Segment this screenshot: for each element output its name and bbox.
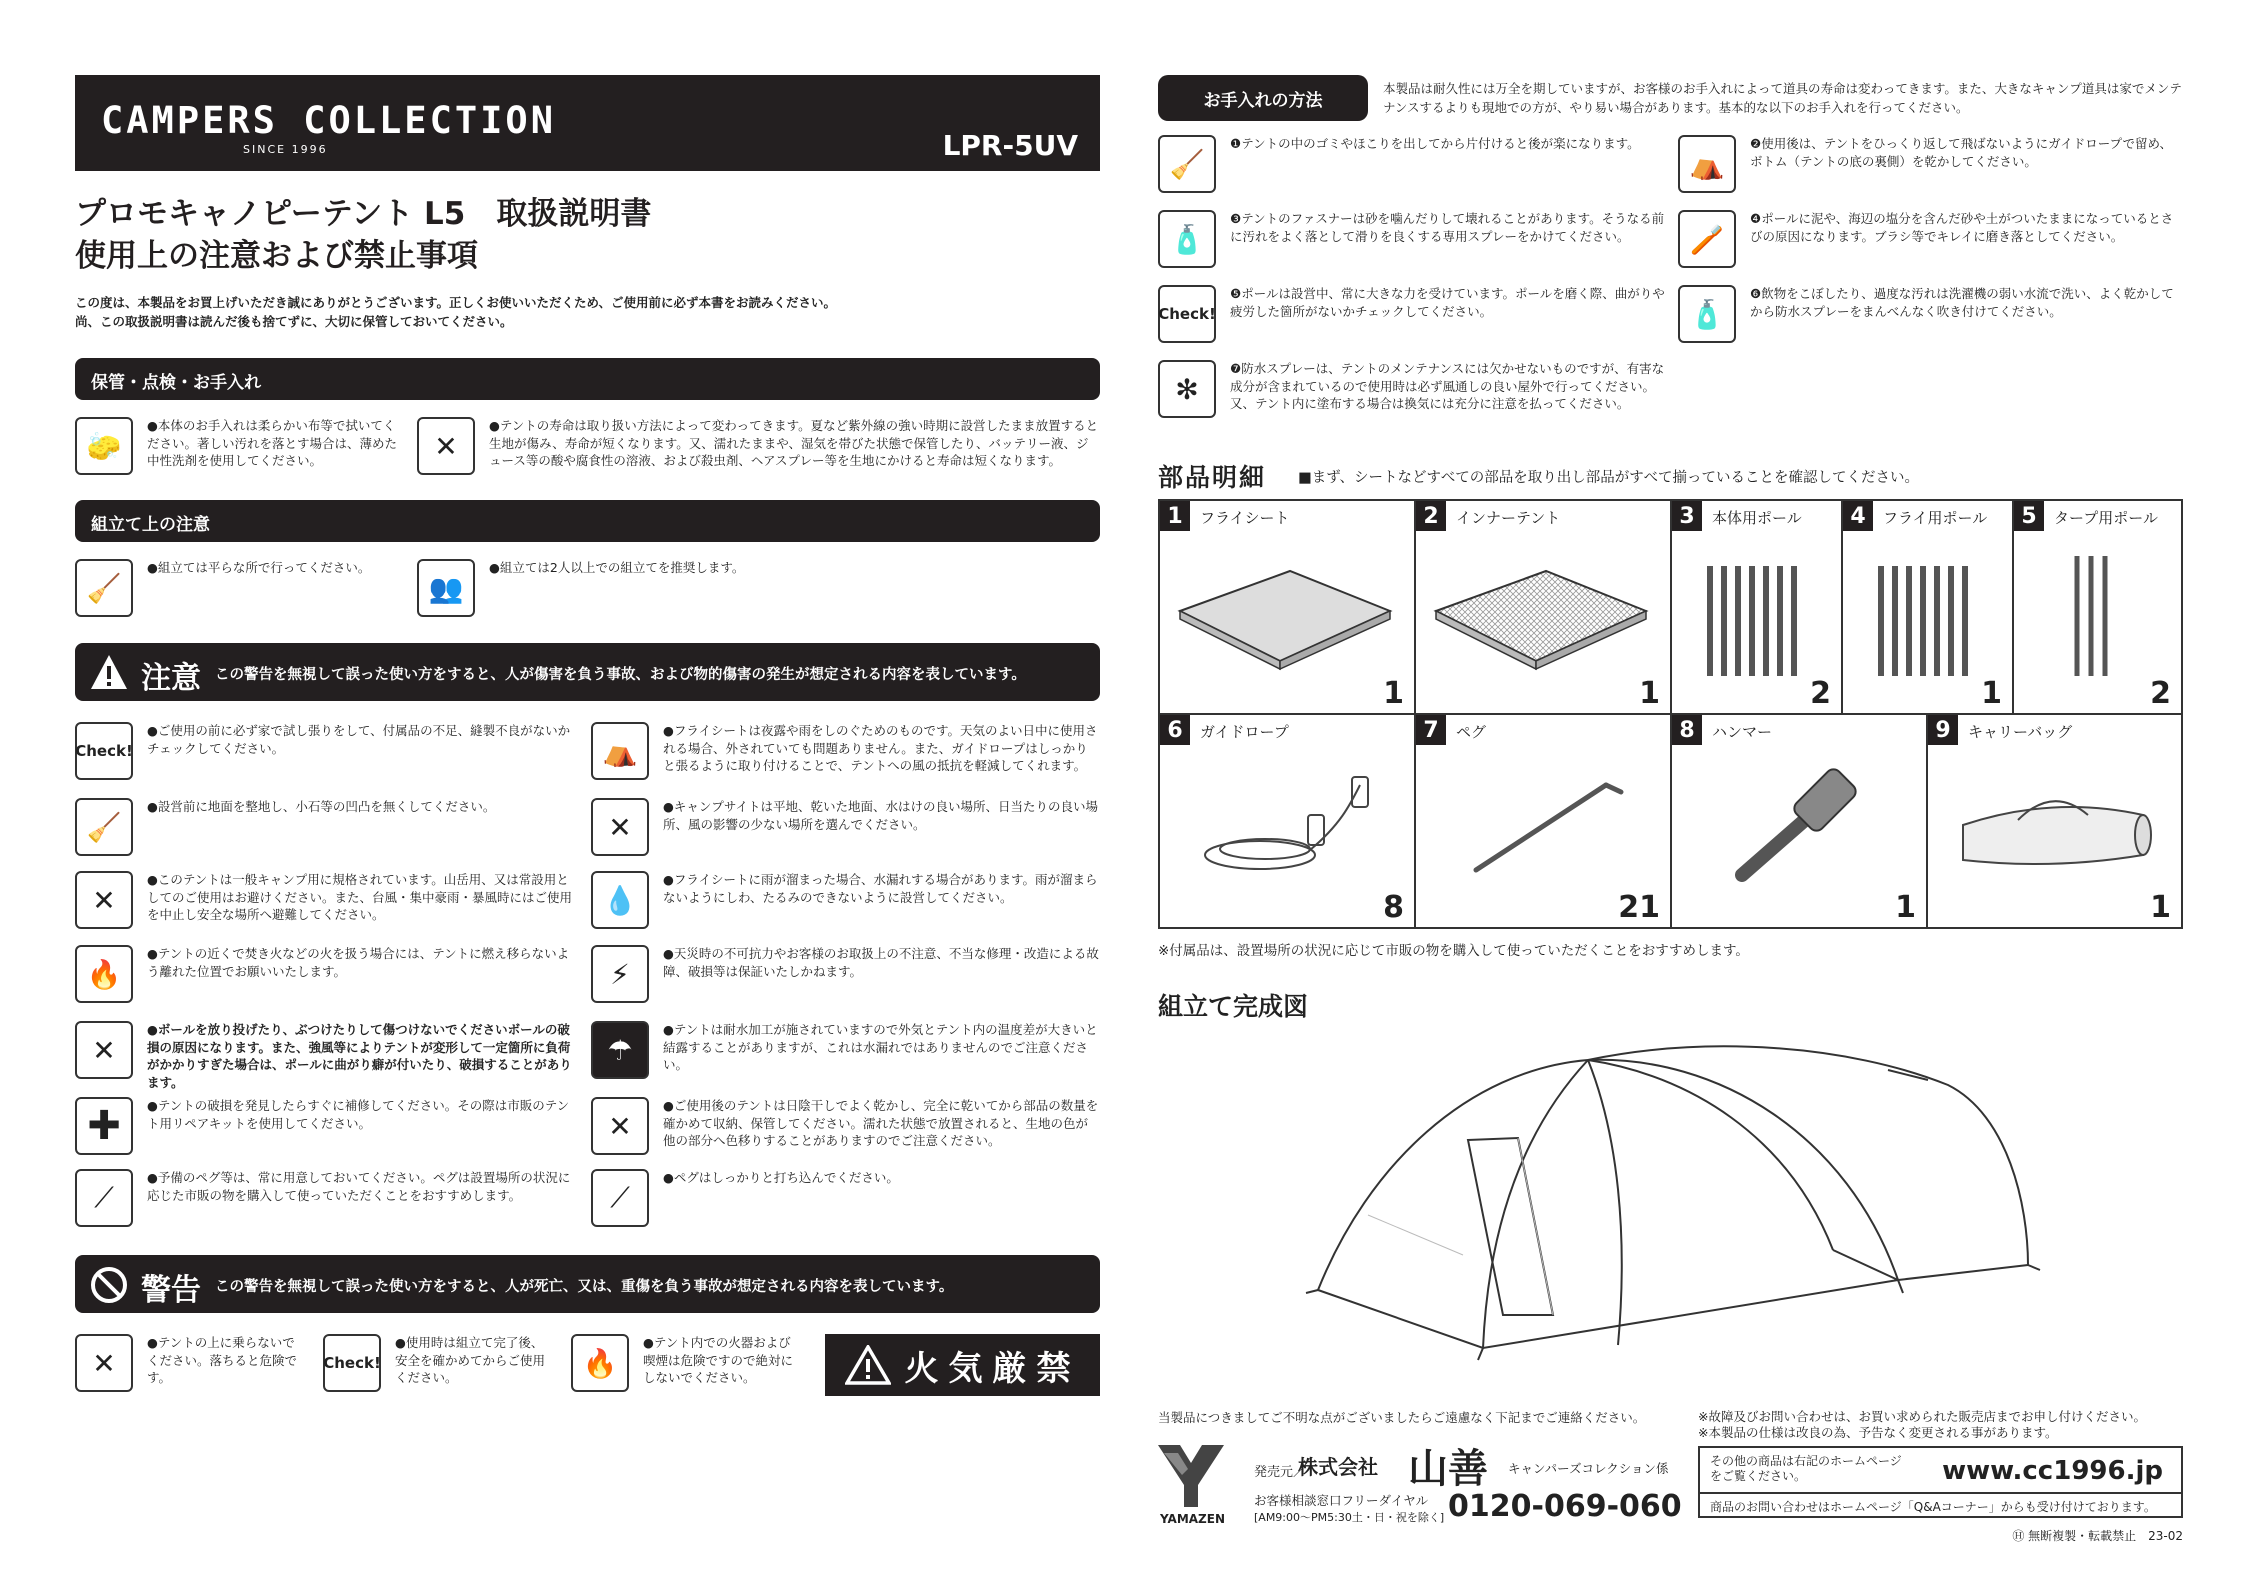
cloth-wipe-icon: 🧽 (75, 417, 133, 475)
part-cell-8 (1672, 715, 1928, 927)
rain-pool-icon: 💧 (591, 871, 649, 929)
caution-right-1: ●フライシートは夜露や雨をしのぐためのものです。天気のよい日中に使用される場合、外されていても問題ありません。また、ガイドロープはしっかりと張るように取り付けることで、テントへの風の抵抗を軽減してくれます。 (663, 723, 1098, 773)
intro-text (75, 293, 836, 331)
warning-label: 警告 (141, 1273, 201, 1308)
warning-bar (75, 1255, 1100, 1313)
storage-note-2: ●テントの寿命は取り扱い方法によって変わってきます。夏など紫外線の強い時期に設営したまま放置すると生地が傷み、寿命が短くなります。又、濡れたままや、湿気を帯びた状態で保管したり、バッテリー液、ジュース等の酸や腐食性の溶液、および殺虫剤、ヘアスプレー等を生地にかけると寿命は短くなります。 (489, 418, 1099, 468)
caution-bar (75, 643, 1100, 701)
assembly-note-1: ●組立ては平らな所で行ってください。 (147, 560, 371, 575)
fire-ban-banner (825, 1334, 1100, 1396)
part-qty: 2 (1810, 676, 1831, 711)
part-cell-2 (1416, 501, 1672, 715)
lightning-icon: ⚡ (591, 945, 649, 1003)
fly-pole-icon (1873, 561, 1983, 681)
model-number: LPR-5UV (942, 129, 1078, 162)
caution-left-2: ●設営前に地面を整地し、小石等の凹凸を無くしてください。 (147, 799, 496, 814)
fly-sheet-icon (1170, 561, 1400, 671)
seller-label: 発売元／ (1254, 1465, 1307, 1480)
spray-icon: 🧴 (1158, 210, 1216, 268)
no-fire-near-icon: 🔥 (75, 945, 133, 1003)
warning-item-2: ●使用時は組立て完了後、安全を確かめてからご使用ください。 (395, 1335, 546, 1385)
part-name: インナーテント (1456, 509, 1561, 527)
prohibited-icon (89, 1265, 129, 1305)
part-num: 1 (1160, 501, 1190, 531)
part-cell-4 (1843, 501, 2014, 715)
copyright-text: Ⓗ 無断複製・転載禁止 23-02 (2012, 1529, 2183, 1543)
part-cell-1 (1160, 501, 1416, 715)
support-note-2: ※本製品の仕様は改良の為、予告なく変更される事があります。 (1698, 1425, 2058, 1440)
caution-right-3: ●フライシートに雨が溜まった場合、水漏れする場合があります。雨が溜まらないようにしわ、たるみのできないように設営してください。 (663, 872, 1098, 905)
part-num: 4 (1843, 501, 1873, 531)
brush-icon: 🪥 (1678, 210, 1736, 268)
part-num: 6 (1160, 715, 1190, 745)
broom-icon: 🧹 (1158, 135, 1216, 193)
care-check-icon: Check! (1158, 285, 1216, 343)
part-cell-6 (1160, 715, 1416, 927)
phone-number[interactable]: 0120-069-060 (1448, 1489, 1682, 1524)
hammer-icon (1722, 755, 1892, 895)
free-dial-label: お客様相談窓口フリーダイヤル (1254, 1493, 1429, 1508)
tarp-pole-icon (2069, 551, 2119, 681)
complete-heading: 組立て完成図 (1158, 992, 1309, 1021)
part-num: 9 (1928, 715, 1958, 745)
tent-icon: ⛺ (591, 722, 649, 780)
part-qty: 1 (1895, 890, 1916, 925)
ventilation-fan-icon: ✻ (1158, 360, 1216, 418)
company-prefix: 株式会社 (1298, 1455, 1378, 1479)
parts-sub: ■まず、シートなどすべての部品を取り出し部品がすべて揃っていることを確認してください。 (1298, 470, 1919, 486)
check-icon: Check! (75, 722, 133, 780)
yamazen-logo-icon (1158, 1445, 1224, 1515)
assembly-note-2: ●組立ては2人以上での組立てを推奨します。 (489, 560, 745, 575)
page-title (75, 193, 651, 277)
warning-item-1: ●テントの上に乗らないでください。落ちると危険です。 (147, 1335, 298, 1385)
caution-left-4: ●テントの近くで焚き火などの火を扱う場合には、テントに燃え移らないよう離れた位置でお願いいたします。 (147, 946, 570, 979)
assembled-tent-illustration (1288, 1015, 2148, 1415)
intro-line-2: 尚、この取扱説明書は読んだ後も捨てずに、大切に保管しておいてください。 (75, 314, 513, 329)
title-line-2: 使用上の注意および禁止事項 (75, 238, 478, 274)
other-products-text: その他の商品は右記のホームページをご覧ください。 (1710, 1454, 1902, 1483)
body-pole-icon (1702, 561, 1812, 681)
care-intro: 本製品は耐久性には万全を期していますが、お客様のお手入れによって道具の寿命は変わってきます。また、大きなキャンプ道具は家でメンテナンスするよりも現地での方が、やり易い場合があります。基本的な以下のお手入れを行ってください。 (1383, 81, 2182, 115)
part-qty: 1 (1383, 676, 1404, 711)
no-bad-site-icon: ✕ (591, 798, 649, 856)
part-name: キャリーバッグ (1968, 723, 2073, 741)
no-fire-inside-icon: 🔥 (571, 1334, 629, 1392)
no-throw-pole-icon: ✕ (75, 1021, 133, 1079)
caution-left-7: ●予備のペグ等は、常に用意しておいてください。ペグは設置場所の状況に応じた市販の物を購入して使っていただくことをおすすめします。 (147, 1170, 571, 1203)
care-item-6: ❻飲物をこぼしたり、過度な汚れは洗濯機の弱い水流で洗い、よく乾かしてから防水スプレーをまんべんなく吹き付けてください。 (1750, 286, 2174, 319)
storage-note-1: ●本体のお手入れは柔らかい布等で拭いてください。著しい汚れを落とす場合は、薄めた中性洗剤を使用してください。 (147, 418, 398, 468)
condensation-icon: ☂ (591, 1021, 649, 1079)
caution-label: 注意 (141, 661, 201, 696)
flip-tent-icon: ⛺ (1678, 135, 1736, 193)
caution-desc: この警告を無視して誤った使い方をすると、人が傷害を負う事故、および物的傷害の発生が想定される内容を表しています。 (215, 667, 1026, 683)
storage-heading: 保管・点検・お手入れ (91, 373, 261, 393)
caution-right-2: ●キャンプサイトは平地、乾いた地面、水はけの良い場所、日当たりの良い場所、風の影響の少ない場所を選んでください。 (663, 799, 1099, 832)
caution-left-5: ●ボールを放り投げたり、ぶつけたりして傷つけないでくださいボールの破損の原因になります。また、強風等によりテントが変形して一定箇所に負荷がかかりすぎた場合は、ポールに曲がり癖が付いたり、破損することがあります。 (147, 1022, 572, 1090)
care-item-5: ❺ポールは設営中、常に大きな力を受けています。ポールを磨く際、曲がりや疲労した箇所がないかチェックしてください。 (1230, 286, 1665, 319)
fire-warning-triangle-icon (845, 1345, 891, 1385)
inquiry-text: 商品のお問い合わせはホームページ「Q&Aコーナー」からも受け付けております。 (1710, 1500, 2156, 1514)
peg-icon: ⟋ (75, 1169, 133, 1227)
guy-rope-icon (1190, 765, 1390, 885)
intro-line-1: この度は、本製品をお買上げいただき誠にありがとうございます。正しくお使いいただくため、ご使用前に必ず本書をお読みください。 (75, 295, 837, 310)
caution-right-7: ●ペグはしっかりと打ち込んでください。 (663, 1170, 899, 1185)
parts-note: ※付属品は、設置場所の状況に応じて市販の物を購入して使っていただくことをおすすめします。 (1158, 943, 1749, 959)
caution-triangle-icon (89, 653, 129, 691)
part-num: 5 (2014, 501, 2044, 531)
part-cell-9 (1928, 715, 2181, 927)
part-name: ガイドロープ (1200, 723, 1289, 741)
care-item-7: ❼防水スプレーは、テントのメンテナンスには欠かせないものですが、有害な成分が含まれているので使用時は必ず風通しの良い屋外で行ってください。又、テント内に塗布する場合は換気には充分に注意を払ってください。 (1230, 361, 1665, 411)
warning-item-3: ●テント内での火器および喫煙は危険ですので絶対にしないでください。 (643, 1335, 794, 1385)
assembly-section-bar (75, 500, 1100, 542)
part-qty: 21 (1618, 890, 1660, 925)
warning-check-icon: Check! (323, 1334, 381, 1392)
care-item-2: ❷使用後は、テントをひっくり返して飛ばないようにガイドロープで留め、ボトム（テントの底の裏側）を乾かしてください。 (1750, 136, 2172, 169)
part-num: 8 (1672, 715, 1702, 745)
caution-right-6: ●ご使用後のテントは日陰干しでよく乾かし、完全に乾いてから部品の数量を確かめて収納、保管してください。濡れた状態で放置されると、生地の色が他の部分へ色移りすることがありますのでご注意ください。 (663, 1098, 1099, 1148)
company-name: 山善 (1408, 1446, 1488, 1492)
brand-name: CAMPERS COLLECTION (101, 99, 556, 142)
two-people-icon: 👥 (417, 559, 475, 617)
waterproof-spray-icon: 🧴 (1678, 285, 1736, 343)
caution-left-6: ●テントの破損を発見したらすぐに補修してください。その際は市販のテント用リペアキットを使用してください。 (147, 1098, 570, 1131)
yamazen-logo-text: YAMAZEN (1160, 1512, 1225, 1526)
care-item-1: ❶テントの中のゴミやほこりを出してから片付けると後が楽になります。 (1230, 136, 1640, 151)
part-cell-7 (1416, 715, 1672, 927)
no-storm-icon: ✕ (75, 871, 133, 929)
part-name: フライ用ポール (1883, 509, 1988, 527)
part-cell-5 (2014, 501, 2181, 715)
care-heading: お手入れの方法 (1158, 75, 1368, 121)
part-name: ハンマー (1712, 723, 1773, 741)
parts-grid (1158, 499, 2183, 929)
caution-right-4: ●天災時の不可抗力やお客様のお取扱上の不注意、不当な修理・改造による故障、破損等は保証いたしかねます。 (663, 946, 1099, 979)
warning-desc: この警告を無視して誤った使い方をすると、人が死亡、又は、重傷を負う事故が想定される内容を表しています。 (215, 1279, 954, 1295)
care-item-3: ❸テントのファスナーは砂を噛んだりして壊れることがあります。そうなる前に汚れをよく落として滑りを良くする専用スプレーをかけてください。 (1230, 211, 1665, 244)
peg-part-icon (1466, 770, 1626, 880)
part-num: 7 (1416, 715, 1446, 745)
part-num: 2 (1416, 501, 1446, 531)
caution-right-5: ●テントは耐水加工が施されていますので外気とテント内の温度差が大きいと結露することがありますが、これは水漏れではありませんのでご注意ください。 (663, 1022, 1098, 1072)
part-qty: 2 (2150, 676, 2171, 711)
free-dial-hours: [AM9:00〜PM5:30土・日・祝を除く] (1254, 1511, 1445, 1524)
carry-bag-icon (1948, 775, 2158, 875)
level-ground-icon: 🧹 (75, 798, 133, 856)
part-name: フライシート (1200, 509, 1290, 527)
contact-lead: 当製品につきましてご不明な点がございましたらご遠慮なく下記までご連絡ください。 (1158, 1410, 1646, 1425)
no-wet-storage-icon: ✕ (591, 1097, 649, 1155)
caution-left-1: ●ご使用の前に必ず家で試し張りをして、付属品の不足、縫製不良がないかチェックしてください。 (147, 723, 571, 756)
part-qty: 8 (1383, 890, 1404, 925)
no-climb-icon: ✕ (75, 1334, 133, 1392)
parts-heading: 部品明細 (1158, 463, 1267, 492)
part-name: ペグ (1456, 723, 1487, 741)
caution-left-3: ●このテントは一般キャンプ用に規格されています。山岳用、又は常設用としてのご使用はお避けください。また、台風・集中豪雨・暴風時にはご使用を中止し安全な場所へ避難してください。 (147, 872, 573, 922)
dept-name: キャンパーズコレクション係 (1508, 1461, 1669, 1476)
storage-section-bar (75, 358, 1100, 400)
part-qty: 1 (2150, 890, 2171, 925)
care-item-4: ❹ポールに泥や、海辺の塩分を含んだ砂や土がついたままになっているとさびの原因になります。ブラシ等でキレイに磨き落としてください。 (1750, 211, 2174, 244)
no-spray-icon: ✕ (417, 417, 475, 475)
website-url-link[interactable]: www.cc1996.jp (1942, 1456, 2163, 1486)
part-qty: 1 (1981, 676, 2002, 711)
right-column (1158, 75, 2183, 1543)
repair-plus-icon: ✚ (75, 1097, 133, 1155)
brand-since: SINCE 1996 (243, 143, 328, 156)
fire-ban-text: 火気厳禁 (904, 1348, 1081, 1389)
website-box (1698, 1446, 2183, 1518)
title-line-1: プロモキャノピーテント L5 取扱説明書 (75, 196, 652, 232)
part-name: タープ用ポール (2054, 509, 2158, 527)
left-column (75, 75, 1100, 1535)
support-notes (1698, 1409, 2146, 1441)
part-qty: 1 (1639, 676, 1660, 711)
part-num: 3 (1672, 501, 1702, 531)
inner-tent-icon (1426, 561, 1656, 671)
brand-header (75, 75, 1100, 171)
website-box-divider (1700, 1492, 2181, 1494)
part-cell-3 (1672, 501, 1843, 715)
part-name: 本体用ポール (1712, 509, 1802, 527)
peg-hammer-icon: ⟋ (591, 1169, 649, 1227)
support-note-1: ※故障及びお問い合わせは、お買い求められた販売店までお申し付けください。 (1698, 1409, 2146, 1424)
assembly-heading: 組立て上の注意 (91, 515, 210, 535)
flat-ground-icon: 🧹 (75, 559, 133, 617)
